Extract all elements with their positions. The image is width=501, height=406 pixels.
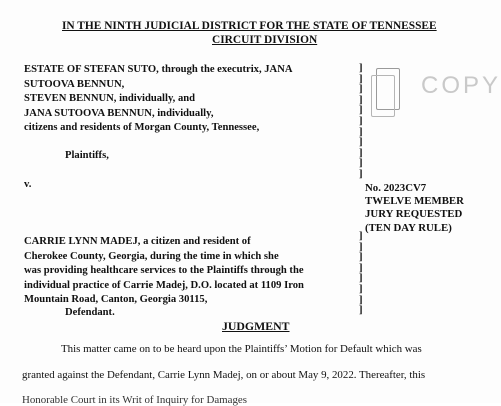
court-name: IN THE NINTH JUDICIAL DISTRICT FOR THE STATE OF TENNESSEE	[62, 20, 437, 32]
plaintiffs-block	[24, 63, 293, 136]
defendant-label: Defendant.	[65, 307, 115, 318]
caption-bracket: ] ] ] ] ] ] ] ] ] ] ]	[359, 63, 363, 180]
defendant-line: was providing healthcare services to the Plaintiffs through the	[24, 265, 304, 276]
jury-request-line: TWELVE MEMBER	[365, 195, 464, 208]
copy-stamp	[368, 64, 501, 114]
stamp-box-icon	[376, 68, 400, 110]
judgment-text-line: granted against the Defendant, Carrie Lynn Madej, on or about May 9, 2022. Thereafter, this	[22, 369, 426, 381]
plaintiffs-line: JANA SUTOOVA BENNUN, individually,	[24, 107, 214, 119]
judgment-text-line: Honorable Court in its Writ of Inquiry for Damages	[22, 394, 247, 406]
judgment-heading: JUDGMENT	[222, 319, 290, 333]
ten-day-rule: (TEN DAY RULE)	[365, 221, 452, 234]
versus-label: v.	[24, 179, 32, 190]
caption-bracket: ] ] ] ] ] ] ] ]	[359, 231, 363, 317]
judgment-text-line: This matter came on to be heard upon the Plaintiffs’ Motion for Default which was	[61, 343, 422, 355]
defendant-line: Mountain Road, Canton, Georgia 30115,	[24, 294, 208, 305]
plaintiffs-label: Plaintiffs,	[65, 150, 109, 161]
case-number: No. 2023CV7	[365, 182, 427, 194]
plaintiffs-line: citizens and residents of Morgan County, Tennessee,	[24, 122, 260, 133]
plaintiffs-line: STEVEN BENNUN, individually, and	[24, 93, 196, 104]
plaintiffs-line: SUTOOVA BENNUN,	[24, 78, 125, 90]
stamp-text: COPY	[421, 72, 501, 99]
case-info-block	[365, 182, 464, 235]
defendant-line: individual practice of Carrie Madej, D.O. located at 1109 Iron	[24, 279, 304, 291]
plaintiffs-line: ESTATE OF STEFAN SUTO, through the executrix, JANA	[24, 64, 293, 75]
defendant-line: CARRIE LYNN MADEJ, a citizen and resident of	[24, 236, 251, 247]
court-division: CIRCUIT DIVISION	[212, 34, 318, 46]
defendant-line: Cherokee County, Georgia, during the time in which she	[24, 250, 279, 262]
defendant-block	[24, 235, 304, 308]
jury-request-line: JURY REQUESTED	[365, 208, 463, 221]
